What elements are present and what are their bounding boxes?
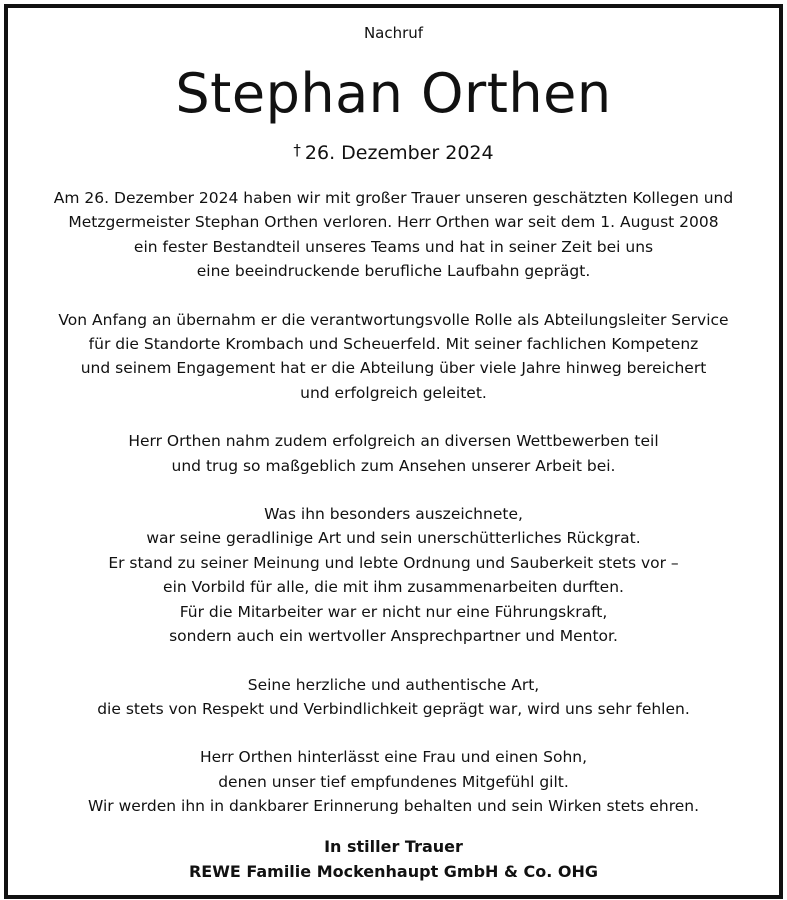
text-line: die stets von Respekt und Verbindlichkeit geprägt war, wird uns sehr fehlen. bbox=[97, 699, 690, 718]
text-line: Von Anfang an übernahm er die verantwortungsvolle Rolle als Abteilungsleiter Service bbox=[58, 310, 729, 329]
paragraph bbox=[8, 186, 779, 284]
paragraph bbox=[8, 502, 779, 648]
text-line: Herr Orthen nahm zudem erfolgreich an diversen Wettbewerben teil bbox=[128, 432, 659, 451]
paragraph bbox=[8, 673, 779, 722]
text-line: ein fester Bestandteil unseres Teams und hat in seiner Zeit bei uns bbox=[133, 237, 654, 256]
text-line: ein Vorbild für alle, die mit ihm zusammenarbeiten durften. bbox=[163, 578, 624, 597]
obituary-text bbox=[8, 186, 779, 843]
text-line: für die Standorte Krombach und Scheuerfeld. Mit seiner fachlichen Kompetenz bbox=[88, 335, 699, 354]
notice-heading: Nachruf bbox=[363, 24, 424, 42]
text-line: Herr Orthen hinterlässt eine Frau und einen Sohn, bbox=[199, 748, 588, 767]
text-line: und seinem Engagement hat er die Abteilung über viele Jahre hinweg bereichert bbox=[80, 359, 707, 378]
text-line: Metzgermeister Stephan Orthen verloren. Herr Orthen war seit dem 1. August 2008 bbox=[68, 213, 719, 232]
text-line: Am 26. Dezember 2024 haben wir mit großer Trauer unseren geschätzten Kollegen und bbox=[53, 189, 734, 207]
text-line: Wir werden ihn in dankbarer Erinnerung behalten und sein Wirken stets ehren. bbox=[87, 797, 700, 816]
paragraph bbox=[8, 429, 779, 478]
text-line: Er stand zu seiner Meinung und lebte Ordnung und Sauberkeit stets vor – bbox=[108, 553, 679, 572]
death-date: 26. Dezember 2024 bbox=[304, 142, 494, 164]
text-line: sondern auch ein wertvoller Ansprechpartner und Mentor. bbox=[169, 627, 618, 646]
text-line: denen unser tief empfundenes Mitgefühl gilt. bbox=[218, 772, 569, 791]
text-line: Für die Mitarbeiter war er nicht nur eine Führungskraft, bbox=[179, 602, 608, 621]
text-line: war seine geradlinige Art und sein unerschütterliches Rückgrat. bbox=[146, 529, 641, 548]
closing-line: In stiller Trauer bbox=[324, 837, 463, 856]
paragraph bbox=[8, 745, 779, 818]
company-name: REWE Familie Mockenhaupt GmbH & Co. OHG bbox=[188, 862, 599, 881]
signature-block bbox=[8, 834, 779, 884]
death-line bbox=[8, 141, 779, 164]
obituary-frame bbox=[4, 4, 783, 899]
text-line: und trug so maßgeblich zum Ansehen unserer Arbeit bei. bbox=[171, 456, 616, 475]
text-line: eine beeindruckende berufliche Laufbahn geprägt. bbox=[196, 262, 591, 281]
text-line: und erfolgreich geleitet. bbox=[300, 383, 487, 402]
deceased-name: Stephan Orthen bbox=[175, 62, 612, 125]
text-line: Seine herzliche und authentische Art, bbox=[247, 675, 540, 694]
paragraph bbox=[8, 308, 779, 406]
text-line: Was ihn besonders auszeichnete, bbox=[264, 505, 523, 524]
cross-icon: † bbox=[293, 141, 301, 159]
